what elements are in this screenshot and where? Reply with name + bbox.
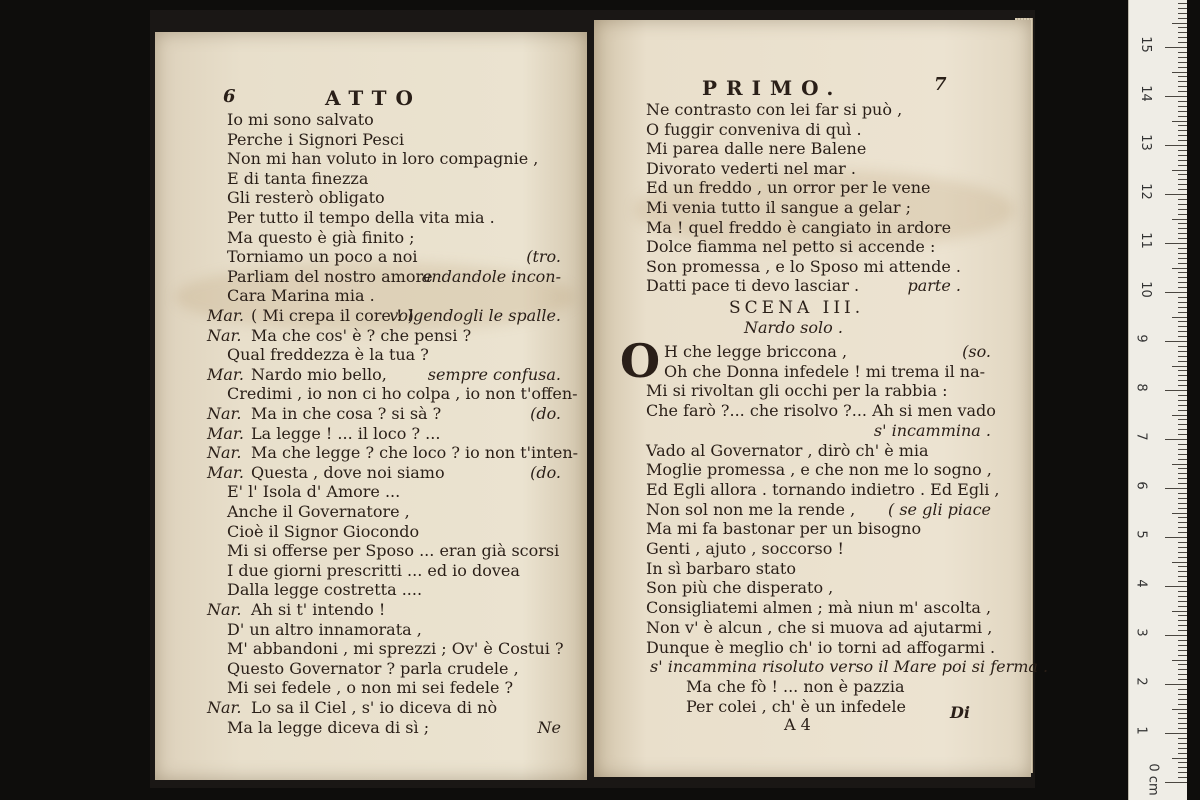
ruler-tick [1178,650,1187,651]
speaker-label: Mar. [207,462,244,482]
verse-line: Gli resterò obligato [227,188,385,208]
ruler-tick [1178,547,1187,548]
verse-line: O fuggir conveniva di quì . [646,119,862,139]
ruler-tick [1178,351,1187,352]
ruler-tick [1178,184,1187,185]
stage-direction: s' incammina . [873,420,991,440]
stage-direction: (tro. [526,247,561,267]
verse-line: Perche i Signori Pesci [227,129,405,149]
ruler-tick [1178,380,1187,381]
ruler-tick [1178,576,1187,577]
ruler-tick [1178,258,1187,259]
ruler-tick [1178,370,1187,371]
verse-line: Torniamo un poco a noi [227,247,418,267]
page-number: 6 [223,86,236,107]
verse-line: Ma ! quel freddo è cangiato in ardore [646,217,952,237]
ruler-tick [1178,772,1187,773]
ruler-tick [1178,233,1187,234]
ruler-tick [1178,253,1187,254]
stage-direction: (do. [530,404,561,423]
ruler-tick [1178,669,1187,670]
verse-line: Cara Marina mia . [227,286,375,306]
ruler-tick [1178,18,1187,19]
ruler-tick [1178,223,1187,224]
verse-line: s' incammina risoluto verso il Mare poi si ferma . [650,657,1049,677]
ruler-label: 9 [1133,334,1149,343]
verse-line: Ma che fò ! ... non è pazzia [686,676,905,696]
ruler-tick [1178,473,1187,474]
ruler-tick [1178,307,1187,308]
ruler-tick [1178,645,1187,646]
ruler-tick [1165,194,1187,195]
ruler-tick [1178,27,1187,28]
stage-direction: Ne [537,717,561,737]
ruler-tick [1178,346,1187,347]
verse-line: Dolce fiamma nel petto si accende : [646,237,936,257]
ruler-label: 4 [1133,579,1149,588]
verse-line: Non v' è alcun , che si muova ad ajutarmi , [646,617,993,637]
verse-line: Ed Egli allora . tornando indietro . Ed Egli , [646,479,1000,499]
ruler-tick [1172,611,1187,612]
ruler-tick [1178,179,1187,180]
ruler-tick [1178,42,1187,43]
speaker-label: Mar. [207,364,244,384]
ruler-tick [1172,464,1187,465]
verse-line: Ma la legge diceva di sì ; [227,717,430,737]
stage-direction: volgendogli le spalle. [389,306,561,325]
ruler-tick [1178,532,1187,533]
ruler-tick [1178,81,1187,82]
left-page [155,32,587,780]
ruler-tick [1178,689,1187,690]
ruler-tick [1178,522,1187,523]
ruler-tick [1178,13,1187,14]
ruler-tick [1178,405,1187,406]
ruler-tick [1178,704,1187,705]
drop-cap: O [620,334,661,388]
ruler-tick [1178,557,1187,558]
scene-subtitle: Nardo solo . [744,318,843,337]
stage-direction: ( se gli piace [888,499,991,519]
ruler-label: 13 [1137,134,1153,151]
ruler-tick [1178,263,1187,264]
ruler-label: 1 [1133,726,1149,735]
ruler-tick [1178,287,1187,288]
ruler-tick [1178,679,1187,680]
verse-line: Anche il Governatore , [227,502,410,521]
ruler-label: 11 [1137,232,1153,249]
verse-line: Ma in che cosa ? si sà ? [251,404,442,423]
ruler-tick [1178,493,1187,494]
ruler-tick [1178,8,1187,9]
ruler-tick [1178,748,1187,749]
ruler-tick [1178,37,1187,38]
ruler-tick [1178,655,1187,656]
verse-line: Che farò ?... che risolvo ?... Ah si men vado [646,401,996,421]
speaker-label: Nar. [207,443,242,463]
ruler-tick [1178,277,1187,278]
ruler-tick [1178,728,1187,729]
ruler-tick [1178,248,1187,249]
ruler-tick [1178,67,1187,68]
ruler-tick [1165,586,1187,587]
signature-mark: A 4 [784,715,811,734]
ruler-tick [1178,400,1187,401]
ruler-tick [1165,782,1187,783]
ruler-tick [1178,483,1187,484]
verse-line: Ne contrasto con lei far si può , [646,100,903,119]
ruler-tick [1172,562,1187,563]
ruler-label: 5 [1133,530,1149,539]
ruler-tick [1178,3,1187,4]
ruler-tick [1178,57,1187,58]
ruler-tick [1165,292,1187,293]
verse-line: Son promessa , e lo Sposo mi attende . [646,256,961,276]
stage-direction: sempre confusa. [427,364,561,384]
verse-line: Ah si t' intendo ! [251,600,386,619]
verse-line: La legge ! ... il loco ? ... [251,423,441,443]
ruler-tick [1178,189,1187,190]
ruler-tick [1178,297,1187,298]
ruler-tick [1178,606,1187,607]
ruler-tick [1165,243,1187,244]
ruler-label: 10 [1137,281,1153,298]
ruler-tick [1172,758,1187,759]
verse-line: I due giorni prescritti ... ed io dovea [227,560,520,580]
ruler-tick [1178,429,1187,430]
ruler-tick [1178,375,1187,376]
ruler-tick [1178,444,1187,445]
ruler-tick [1172,170,1187,171]
ruler-tick [1178,762,1187,763]
verse-line: Questa , dove noi siamo [251,462,445,482]
ruler-tick [1172,660,1187,661]
ruler-tick [1178,581,1187,582]
verse-line: Per tutto il tempo della vita mia . [227,208,495,227]
ruler-tick [1178,385,1187,386]
ruler-label: 2 [1133,677,1149,686]
ruler-tick [1178,130,1187,131]
ruler-label: 15 [1137,36,1153,53]
ruler-tick [1178,331,1187,332]
verse-line: Lo sa il Ciel , s' io diceva di nò [251,698,498,717]
verse-line: Nardo mio bello, [251,364,387,384]
ruler-tick [1165,733,1187,734]
scene-title: SCENA III. [729,298,865,318]
ruler-tick [1165,145,1187,146]
ruler-tick [1178,625,1187,626]
ruler-tick [1178,282,1187,283]
verse-line: Son più che disperato , [646,578,834,598]
verse-line: Io mi sono salvato [227,110,374,129]
speaker-label: Nar. [207,404,242,423]
ruler-tick [1178,76,1187,77]
ruler-tick [1178,777,1187,778]
ruler-tick [1178,336,1187,337]
ruler-tick [1178,419,1187,420]
verse-line: H che legge briccona , [664,342,848,361]
ruler-tick [1178,591,1187,592]
verse-line: Consigliatemi almen ; mà niun m' ascolta , [646,598,992,618]
verse-line: Divorato vederti nel mar . [646,158,856,178]
verse-line: Moglie promessa , e che non me lo sogno , [646,460,992,480]
verse-line: ( Mi crepa il core ! ) [251,306,414,325]
verse-line: Dalla legge costretta .... [227,580,423,600]
measuring-ruler [1128,0,1187,800]
ruler-tick [1172,268,1187,269]
ruler-tick [1178,468,1187,469]
verse-line: Genti , ajuto , soccorso ! [646,539,844,558]
speaker-label: Nar. [207,698,242,717]
ruler-tick [1178,214,1187,215]
page-number: 7 [934,74,947,95]
verse-line: Datti pace ti devo lasciar . [646,276,860,296]
verse-line: Parliam del nostro amore [227,266,433,286]
ruler-tick [1178,601,1187,602]
ruler-label: 0 cm [1145,763,1161,796]
ruler-label: 14 [1137,85,1153,102]
ruler-tick [1178,571,1187,572]
speaker-label: Mar. [207,306,244,325]
ruler-tick [1178,508,1187,509]
ruler-label: 8 [1133,383,1149,392]
ruler-tick [1178,209,1187,210]
ruler-tick [1165,341,1187,342]
ruler-tick [1178,517,1187,518]
verse-line: Mi parea dalle nere Balene [646,139,867,159]
ruler-tick [1172,513,1187,514]
ruler-tick [1178,125,1187,126]
ruler-tick [1178,699,1187,700]
running-header: ATTO [325,86,422,110]
verse-line: Non sol non me la rende , [646,499,856,519]
speaker-label: Nar. [207,325,242,345]
ruler-tick [1178,723,1187,724]
ruler-tick [1178,101,1187,102]
ruler-tick [1178,454,1187,455]
ruler-tick [1178,150,1187,151]
stage-direction: (do. [530,462,561,482]
ruler-tick [1178,630,1187,631]
verse-line: Mi sei fedele , o non mi sei fedele ? [227,678,514,698]
ruler-tick [1178,160,1187,161]
ruler-tick [1172,366,1187,367]
verse-line: Credimi , io non ci ho colpa , io non t'offen- [227,384,578,404]
ruler-tick [1178,106,1187,107]
verse-line: Ma mi fa bastonar per un bisogno [646,519,922,539]
ruler-tick [1178,135,1187,136]
stage-direction: andandole incon- [421,266,561,286]
ruler-tick [1178,62,1187,63]
verse-line: Ma che cos' è ? che pensi ? [251,325,472,345]
ruler-tick [1178,542,1187,543]
ruler-tick [1178,140,1187,141]
ruler-tick [1178,326,1187,327]
verse-line: Mi si rivoltan gli occhi per la rabbia : [646,381,948,401]
verse-line: Ma questo è già finito ; [227,227,415,247]
ruler-label: 6 [1133,481,1149,490]
verse-line: Ma che legge ? che loco ? io non t'inten- [251,443,579,463]
ruler-tick [1178,111,1187,112]
ruler-tick [1178,116,1187,117]
ruler-tick [1178,32,1187,33]
ruler-tick [1172,709,1187,710]
verse-line: Qual freddezza è la tua ? [227,345,429,365]
ruler-tick [1178,640,1187,641]
verse-line: Mi venia tutto il sangue a gelar ; [646,198,912,217]
ruler-tick [1165,47,1187,48]
ruler-tick [1165,537,1187,538]
ruler-tick [1178,620,1187,621]
ruler-label: 7 [1133,432,1149,441]
ruler-tick [1178,434,1187,435]
ruler-tick [1178,713,1187,714]
ruler-tick [1178,356,1187,357]
verse-line: E di tanta finezza [227,168,369,188]
verse-line: Ed un freddo , un orror per le vene [646,178,931,198]
ruler-tick [1165,96,1187,97]
ruler-tick [1178,165,1187,166]
ruler-tick [1178,694,1187,695]
ruler-tick [1178,312,1187,313]
ruler-tick [1165,488,1187,489]
ruler-tick [1178,238,1187,239]
ruler-tick [1178,361,1187,362]
ruler-tick [1172,415,1187,416]
ruler-tick [1178,228,1187,229]
verse-line: Cioè il Signor Giocondo [227,521,420,541]
ruler-tick [1172,72,1187,73]
ruler-label: 3 [1133,628,1149,637]
ruler-label: 12 [1137,183,1153,200]
stage-direction: (so. [962,342,991,361]
ruler-tick [1178,302,1187,303]
ruler-tick [1178,664,1187,665]
ruler-tick [1178,272,1187,273]
ruler-tick [1178,753,1187,754]
ruler-tick [1178,52,1187,53]
ruler-tick [1165,390,1187,391]
ruler-tick [1178,204,1187,205]
verse-line: Per colei , ch' è un infedele [686,696,906,716]
speaker-label: Nar. [207,600,242,619]
ruler-tick [1178,174,1187,175]
ruler-tick [1178,410,1187,411]
ruler-tick [1178,449,1187,450]
verse-line: Vado al Governator , dirò ch' è mia [646,440,929,460]
ruler-tick [1178,478,1187,479]
ruler-tick [1165,439,1187,440]
ruler-tick [1178,527,1187,528]
ruler-tick [1178,459,1187,460]
ruler-tick [1172,121,1187,122]
ruler-tick [1178,552,1187,553]
ruler-tick [1178,424,1187,425]
speaker-label: Mar. [207,423,244,443]
verse-line: Dunque è meglio ch' io torni ad affogarmi . [646,637,996,657]
catchword: Di [950,703,970,722]
ruler-tick [1178,91,1187,92]
stage-direction: parte . [907,276,961,296]
ruler-tick [1178,321,1187,322]
verse-line: Oh che Donna infedele ! mi trema il na- [664,361,986,381]
ruler-tick [1165,684,1187,685]
ruler-tick [1172,23,1187,24]
ruler-tick [1178,503,1187,504]
ruler-tick [1178,596,1187,597]
verse-line: Non mi han voluto in loro compagnie , [227,149,539,169]
verse-line: In sì barbaro stato [646,558,796,578]
ruler-tick [1178,199,1187,200]
verse-line: D' un altro innamorata , [227,619,422,639]
ruler-tick [1172,317,1187,318]
ruler-tick [1178,718,1187,719]
verse-line: Questo Governator ? parla crudele , [227,658,519,678]
ruler-tick [1178,566,1187,567]
ruler-tick [1178,674,1187,675]
verse-line: E' l' Isola d' Amore ... [227,482,401,502]
ruler-tick [1178,155,1187,156]
ruler-tick [1178,615,1187,616]
ruler-tick [1178,498,1187,499]
right-page [594,20,1049,777]
ruler-tick [1165,635,1187,636]
ruler-tick [1178,395,1187,396]
verse-line: M' abbandoni , mi sprezzi ; Ov' è Costui ? [227,639,564,659]
ruler-tick [1178,767,1187,768]
ruler-tick [1178,86,1187,87]
ruler-tick [1172,219,1187,220]
ruler-tick [1178,743,1187,744]
verse-line: Mi si offerse per Sposo ... eran già scorsi [227,541,560,561]
ruler-tick [1178,738,1187,739]
running-header: PRIMO. [702,76,843,100]
